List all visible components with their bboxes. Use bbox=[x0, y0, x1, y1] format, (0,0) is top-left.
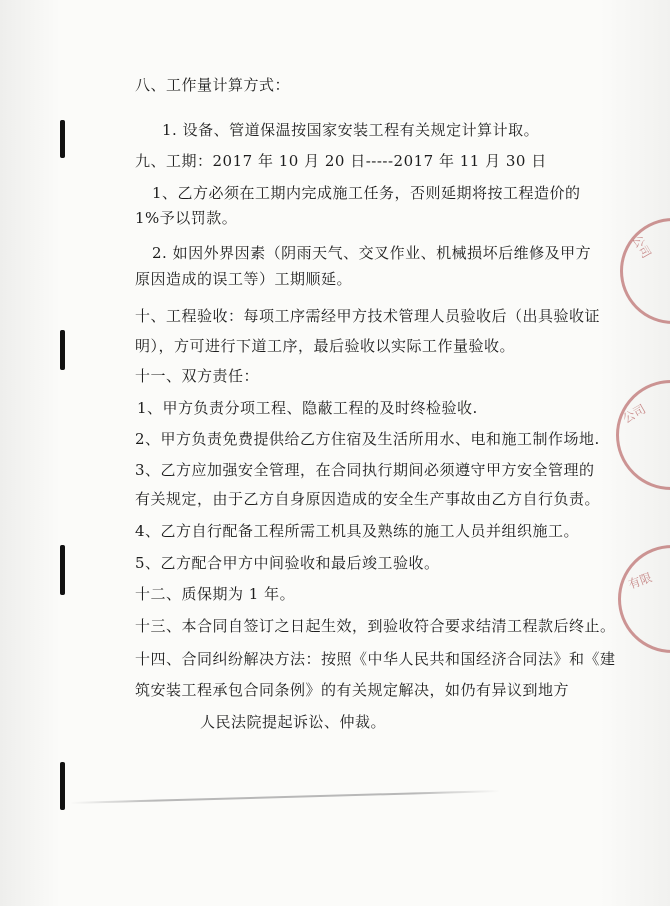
section-11-item-1: 1、甲方负责分项工程、隐蔽工程的及时终检验收. bbox=[137, 399, 478, 417]
section-12: 十二、质保期为 1 年。 bbox=[135, 585, 296, 603]
section-14-cont-1: 筑安装工程承包合同条例》的有关规定解决，如仍有异议到地方 bbox=[135, 681, 570, 699]
section-13: 十三、本合同自签订之日起生效，到验收符合要求结清工程款后终止。 bbox=[135, 617, 616, 635]
section-9-item-1-cont: 1%予以罚款。 bbox=[135, 209, 238, 227]
section-14-cont-2: 人民法院提起诉讼、仲裁。 bbox=[200, 713, 387, 731]
section-10-cont: 明），方可进行下道工序，最后验收以实际工作量验收。 bbox=[135, 337, 516, 355]
section-11-item-3: 3、乙方应加强安全管理，在合同执行期间必须遵守甲方安全管理的 bbox=[135, 461, 595, 479]
seal-text: 有限 bbox=[626, 570, 654, 592]
section-9-item-2-cont: 原因造成的误工等）工期顺延。 bbox=[135, 270, 353, 288]
binding-mark bbox=[60, 762, 65, 810]
binding-mark bbox=[60, 120, 65, 158]
binding-mark bbox=[60, 545, 65, 595]
section-10-heading: 十、工程验收：每项工序需经甲方技术管理人员验收后（出具验收证 bbox=[135, 307, 601, 325]
company-seal-partial bbox=[618, 545, 670, 653]
page-fold-line bbox=[70, 790, 500, 804]
section-8-heading: 八、工作量计算方式： bbox=[135, 76, 291, 94]
section-11-item-3-cont: 有关规定，由于乙方自身原因造成的安全生产事故由乙方自行负责。 bbox=[135, 490, 601, 508]
section-11-item-4: 4、乙方自行配备工程所需工机具及熟练的施工人员并组织施工。 bbox=[135, 522, 580, 540]
binding-mark bbox=[60, 330, 65, 370]
section-14: 十四、合同纠纷解决方法：按照《中华人民共和国经济合同法》和《建 bbox=[135, 650, 616, 668]
seal-text: 公司 bbox=[620, 401, 649, 426]
section-9-item-1: 1、乙方必须在工期内完成施工任务，否则延期将按工程造价的 bbox=[152, 184, 581, 202]
section-11-item-2: 2、甲方负责免费提供给乙方住宿及生活所用水、电和施工制作场地. bbox=[135, 430, 600, 448]
section-9-item-2: 2. 如因外界因素（阴雨天气、交叉作业、机械损坏后维修及甲方 bbox=[152, 244, 592, 262]
seal-text: 公司 bbox=[629, 232, 654, 261]
section-11-item-5: 5、乙方配合甲方中间验收和最后竣工验收。 bbox=[135, 554, 440, 572]
company-seal-partial bbox=[616, 380, 670, 490]
section-11-heading: 十一、双方责任： bbox=[135, 367, 260, 385]
section-9-heading: 九、工期：2017 年 10 月 20 日-----2017 年 11 月 30 日 bbox=[135, 152, 547, 170]
section-8-item-1: 1. 设备、管道保温按国家安装工程有关规定计算计取。 bbox=[162, 121, 540, 139]
